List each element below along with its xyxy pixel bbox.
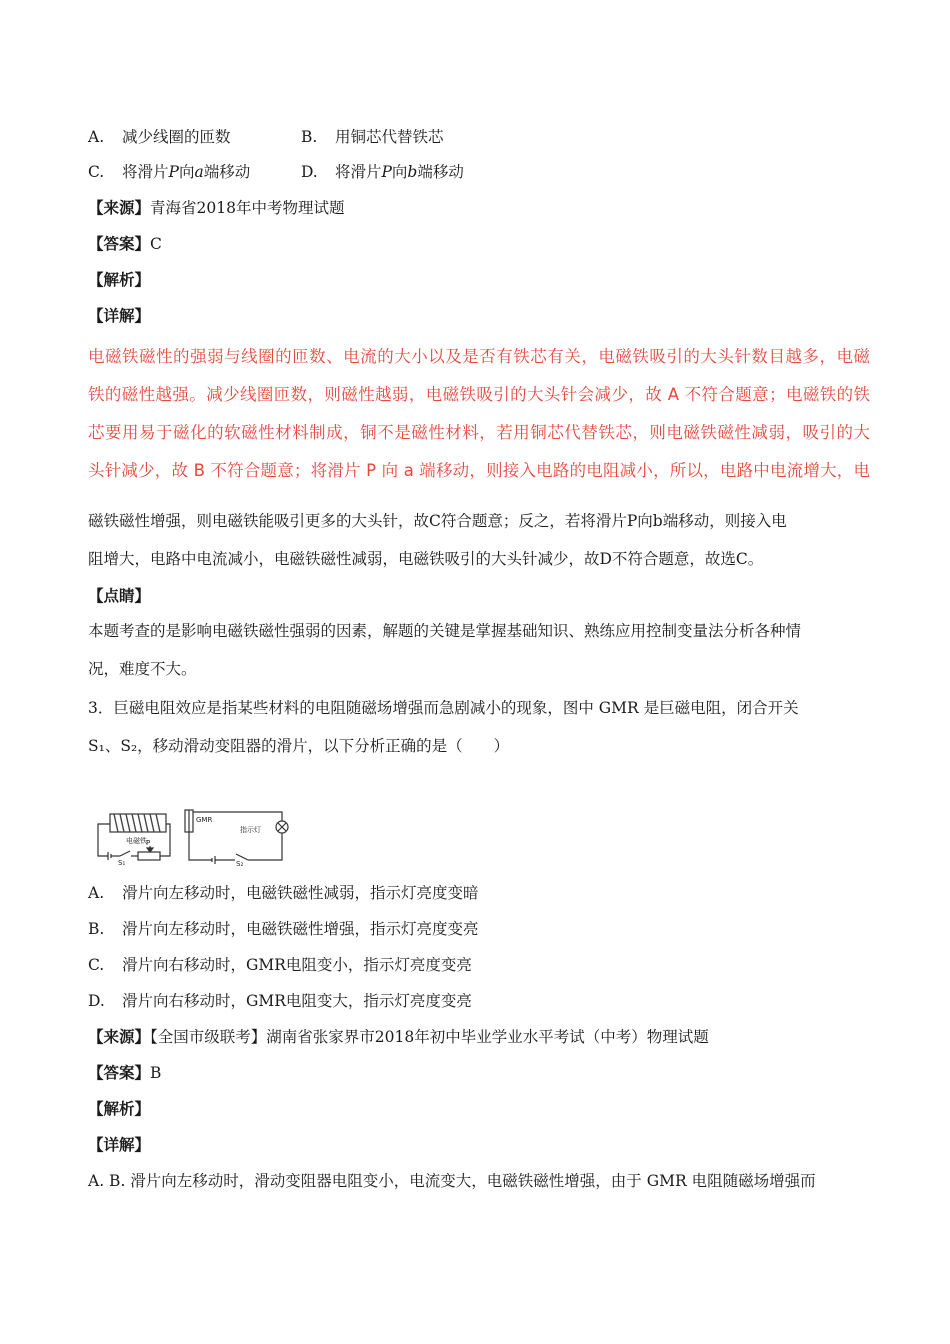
q3-option-b: B. 滑片向左移动时，电磁铁磁性增强，指示灯亮度变亮: [88, 920, 479, 938]
q2-source: 【来源】青海省2018年中考物理试题: [88, 198, 345, 217]
q2-analysis-heading: 【解析】: [88, 270, 151, 289]
q2-option-a: A. 减少线圈的匝数: [88, 128, 231, 146]
q2-options-row-1: [88, 126, 443, 148]
q3-option-d: D. 滑片向右移动时，GMR电阻变大，指示灯亮度变亮: [88, 992, 472, 1010]
label-electromagnet: 电磁铁: [126, 837, 147, 845]
q2-detail-red-line: 铁的磁性越强。减少线圈匝数，则磁性越弱，电磁铁吸引的大头针会减少，故 A 不符合题意；电磁铁的铁: [88, 385, 870, 404]
q2-detail-red-line: 电磁铁磁性的强弱与线圈的匝数、电流的大小以及是否有铁芯有关，电磁铁吸引的大头针数目越多，电磁: [88, 347, 870, 366]
q2-comment: [88, 612, 870, 688]
q2-option-d: D. 将滑片P向b端移动: [300, 163, 464, 181]
label-slider-p: P: [146, 839, 151, 847]
q2-comment-line: 况，难度不大。: [88, 660, 197, 678]
q3-stem-line: 3．巨磁电阻效应是指某些材料的电阻随磁场增强而急剧减小的现象，图中 GMR 是巨磁电阻，闭合开关: [88, 699, 799, 717]
q2-detail-line: 磁铁磁性增强，则电磁铁能吸引更多的大头针，故C符合题意；反之，若将滑片P向b端移动，则接入电: [88, 512, 787, 530]
q3-detail-heading: 【详解】: [88, 1135, 151, 1154]
label-indicator-lamp: 指示灯: [240, 826, 261, 834]
q3-source: 【来源】【全国市级联考】湖南省张家界市2018年初中毕业学业水平考试（中考）物理试题: [88, 1027, 709, 1046]
q2-options-row-2: [88, 161, 464, 183]
q2-comment-heading: 【点睛】: [88, 586, 151, 605]
q2-option-c: C. 将滑片P向a端移动: [88, 163, 251, 181]
q2-comment-line: 本题考查的是影响电磁铁磁性强弱的因素，解题的关键是掌握基础知识、熟练应用控制变量法分析各种情: [88, 622, 802, 640]
label-switch-s2: S₂: [236, 860, 244, 866]
q3-option-c: C. 滑片向右移动时，GMR电阻变小，指示灯亮度变亮: [88, 956, 472, 974]
q2-detail-red-line: 芯要用易于磁化的软磁性材料制成，铜不是磁性材料，若用铜芯代替铁芯，则电磁铁磁性减弱，吸引的大: [88, 423, 870, 442]
q2-option-b: B. 用铜芯代替铁芯: [300, 128, 444, 146]
q3-answer: 【答案】B: [88, 1063, 162, 1082]
q2-detail-continued: [88, 502, 870, 578]
q3-analysis-heading: 【解析】: [88, 1099, 151, 1118]
q3-option-a: A. 滑片向左移动时，电磁铁磁性减弱，指示灯亮度变暗: [88, 884, 479, 902]
q3-stem: [88, 689, 870, 765]
label-gmr: GMR: [196, 816, 213, 824]
q3-detail-line: A. B. 滑片向左移动时，滑动变阻器电阻变小，电流变大，电磁铁磁性增强，由于 GMR 电阻随磁场增强而: [88, 1172, 816, 1190]
q2-detail-highlighted: [88, 338, 870, 490]
label-switch-s1: S₁: [118, 859, 126, 866]
q3-stem-line: S₁、S₂，移动滑动变阻器的滑片，以下分析正确的是（ ）: [88, 737, 510, 755]
q2-detail-line: 阻增大，电路中电流减小，电磁铁磁性减弱，电磁铁吸引的大头针减少，故D不符合题意，故选C。: [88, 550, 764, 568]
q2-detail-red-line: 头针减少，故 B 不符合题意；将滑片 P 向 a 端移动，则接入电路的电阻减小，所以，电路中电流增大，电: [88, 461, 870, 480]
q2-answer: 【答案】C: [88, 234, 162, 253]
q3-circuit-diagram: [90, 808, 300, 866]
q2-detail-heading: 【详解】: [88, 306, 151, 325]
